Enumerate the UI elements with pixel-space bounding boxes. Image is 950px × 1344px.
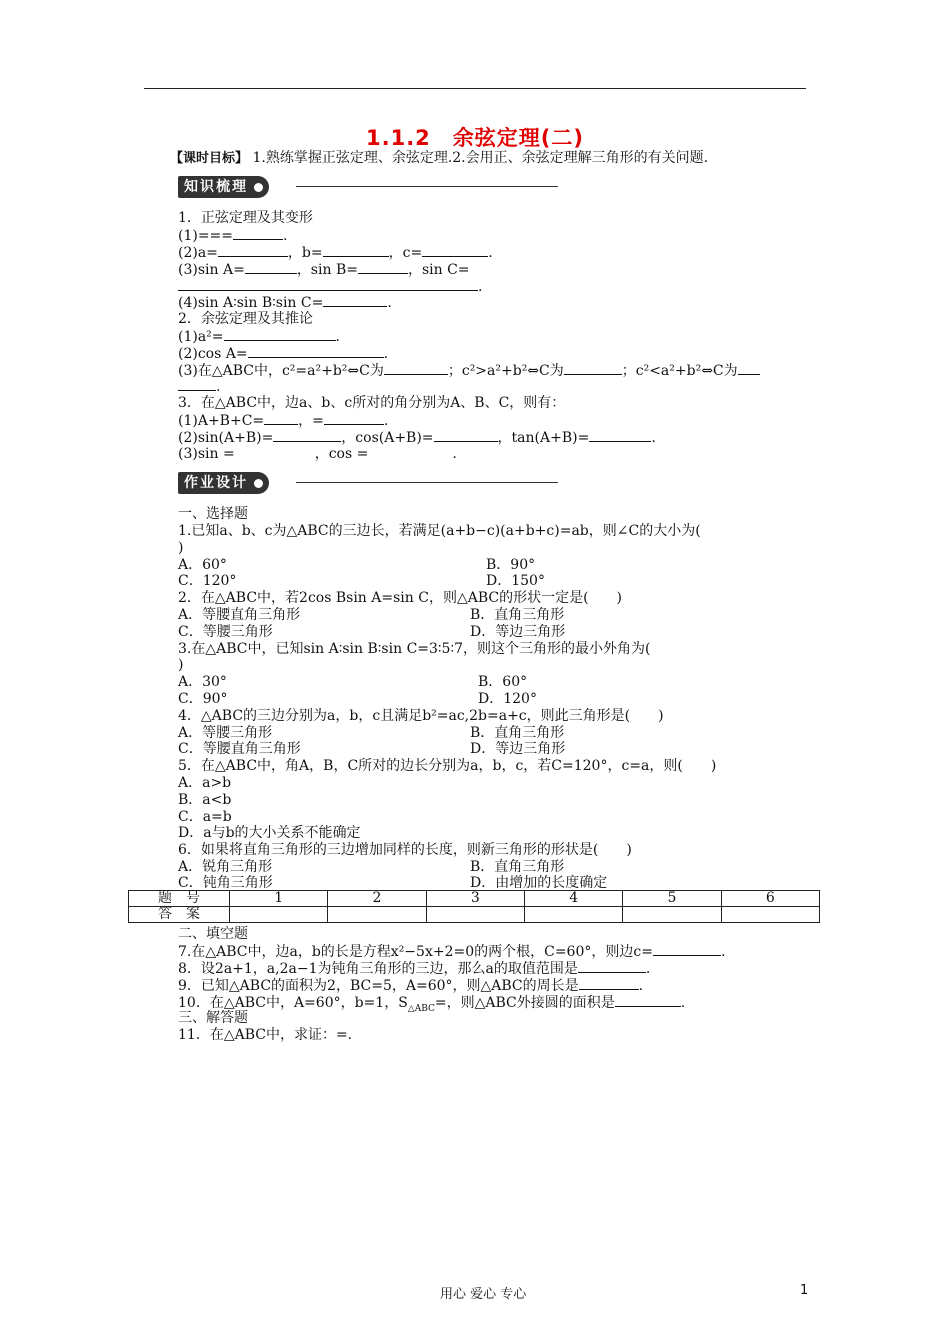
objective-label: 【课时目标】 xyxy=(170,151,249,166)
option: A．a>b xyxy=(178,775,232,791)
question-2: 2．在△ABC中，若2cos Bsin A=sin C，则△ABC的形状一定是( ) xyxy=(178,590,623,606)
option: A．60° xyxy=(178,557,227,573)
answer-cell[interactable] xyxy=(328,907,426,923)
table-cell: 5 xyxy=(623,891,721,907)
option: B．60° xyxy=(478,674,528,690)
knowledge-line: (3)sin = ，cos = . xyxy=(178,446,457,462)
table-header-row xyxy=(129,891,820,907)
table-cell: 1 xyxy=(230,891,328,907)
option: D．a与b的大小关系不能确定 xyxy=(178,825,361,841)
section-homework-label: 作业设计 xyxy=(178,472,269,494)
option: B．90° xyxy=(486,557,536,573)
part-heading: 三、解答题 xyxy=(178,1010,248,1026)
bullet-icon xyxy=(254,183,263,192)
knowledge-heading-3: 3．在△ABC中，边a、b、c所对的角分别为A、B、C，则有： xyxy=(178,395,566,411)
option: B．直角三角形 xyxy=(470,607,565,623)
answer-cell[interactable] xyxy=(426,907,524,923)
table-row xyxy=(129,907,820,923)
option: D．由增加的长度确定 xyxy=(470,875,608,891)
knowledge-line: . xyxy=(178,278,482,295)
lesson-objective xyxy=(170,147,708,167)
table-cell: 答 案 xyxy=(129,907,230,923)
table-cell: 6 xyxy=(721,891,819,907)
option: B．直角三角形 xyxy=(470,859,565,875)
option: C．钝角三角形 xyxy=(178,875,273,891)
part-heading: 一、选择题 xyxy=(178,506,248,522)
option: A．等腰三角形 xyxy=(178,725,273,741)
section-knowledge-label: 知识梳理 xyxy=(178,176,269,198)
option: D．等边三角形 xyxy=(470,741,566,757)
part-heading: 二、填空题 xyxy=(178,926,248,942)
question-11: 11．在△ABC中，求证：=. xyxy=(178,1027,353,1043)
section-rule xyxy=(296,482,558,483)
footer-slogan: 用心 爱心 专心 xyxy=(440,1287,527,1302)
question-1-close: ) xyxy=(178,540,184,556)
answer-cell[interactable] xyxy=(721,907,819,923)
knowledge-line: . xyxy=(178,378,220,395)
option: B．a<b xyxy=(178,792,232,808)
table-cell: 2 xyxy=(328,891,426,907)
option: D．150° xyxy=(486,573,545,589)
option: D．120° xyxy=(478,691,537,707)
knowledge-line: (2)sin(A+B)= ，cos(A+B)= ，tan(A+B)= . xyxy=(178,430,656,446)
knowledge-line: (2)a= ，b= ，c= . xyxy=(178,245,493,261)
question-10: 10．在△ABC中，A=60°，b=1，$S_{\triangle ABC}=$，则△ABC外接圆的面积是 . xyxy=(178,995,686,1014)
knowledge-line: (4)sin A∶sin B∶sin C= . xyxy=(178,295,392,311)
objective-text: 1.熟练掌握正弦定理、余弦定理.2.会用正、余弦定理解三角形的有关问题. xyxy=(252,150,709,166)
question-4: 4．△ABC的三边分别为a，b，c且满足b²=ac,2b=a+c，则此三角形是( ) xyxy=(178,708,664,724)
option: C．120° xyxy=(178,573,237,589)
table-cell: 题 号 xyxy=(129,891,230,907)
option: A．锐角三角形 xyxy=(178,859,273,875)
section-rule xyxy=(296,186,558,187)
knowledge-line: (3)在△ABC中，c²=a²+b²⇔C为 ；c²>a²+b²⇔C为 ；c²<a²+b²⇔C为 xyxy=(178,362,760,379)
question-3: 3.在△ABC中，已知sin A∶sin B∶sin C=3∶5∶7，则这个三角形的最小外角为( xyxy=(178,641,651,657)
answer-cell[interactable] xyxy=(230,907,328,923)
option: C．a=b xyxy=(178,809,232,825)
page-title: 1.1.2 余弦定理(二) xyxy=(366,126,584,150)
knowledge-line: (1)a²= . xyxy=(178,329,340,345)
option: A．等腰直角三角形 xyxy=(178,607,301,623)
answer-cell[interactable] xyxy=(524,907,622,923)
table-cell: 3 xyxy=(426,891,524,907)
question-8: 8．设2a+1，a,2a−1为钝角三角形的三边，那么a的取值范围是 . xyxy=(178,961,651,977)
table-cell: 4 xyxy=(524,891,622,907)
option: D．等边三角形 xyxy=(470,624,566,640)
option: C．90° xyxy=(178,691,228,707)
knowledge-heading-2: 2．余弦定理及其推论 xyxy=(178,311,313,327)
knowledge-line: (1)=== . xyxy=(178,228,288,244)
answer-table xyxy=(128,890,820,923)
question-7: 7.在△ABC中，边a，b的长是方程x²−5x+2=0的两个根，C=60°，则边c= . xyxy=(178,944,726,960)
question-5: 5．在△ABC中，角A，B，C所对的边长分别为a，b，c，若C=120°，c=a，则( ) xyxy=(178,758,717,774)
knowledge-heading-1: 1．正弦定理及其变形 xyxy=(178,210,313,226)
question-9: 9．已知△ABC的面积为2，BC=5，A=60°，则△ABC的周长是 . xyxy=(178,978,644,994)
option: A．30° xyxy=(178,674,227,690)
question-1: 1.已知a、b、c为△ABC的三边长，若满足(a+b−c)(a+b+c)=ab，则∠C的大小为( xyxy=(178,523,701,539)
bullet-icon xyxy=(254,479,263,488)
option: C．等腰直角三角形 xyxy=(178,741,301,757)
header-rule xyxy=(144,88,806,89)
option: C．等腰三角形 xyxy=(178,624,273,640)
knowledge-line: (2)cos A= . xyxy=(178,346,389,362)
answer-cell[interactable] xyxy=(623,907,721,923)
question-3-close: ) xyxy=(178,657,184,673)
knowledge-line: (1)A+B+C= ，= . xyxy=(178,413,389,429)
question-6: 6．如果将直角三角形的三边增加同样的长度，则新三角形的形状是( ) xyxy=(178,842,632,858)
knowledge-line: (3)sin A= ，sin B= ，sin C= xyxy=(178,262,470,278)
option: B．直角三角形 xyxy=(470,725,565,741)
page-number: 1 xyxy=(800,1283,809,1298)
